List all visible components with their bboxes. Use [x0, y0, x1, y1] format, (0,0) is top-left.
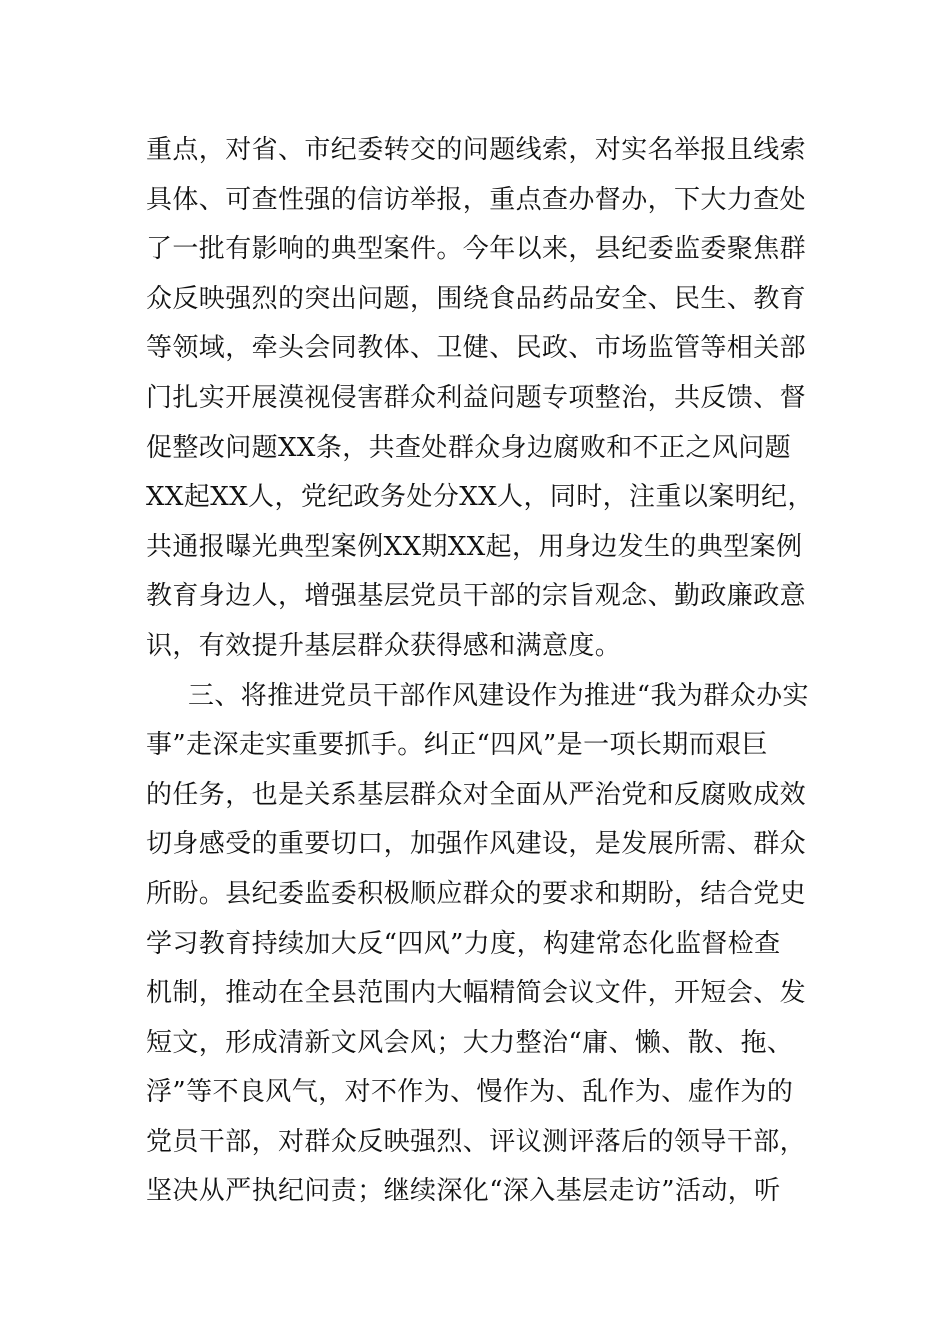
text-line: 机制，推动在全县范围内大幅精简会议文件，开短会、发: [146, 978, 807, 1009]
text-line: 所盼。县纪委监委积极顺应群众的要求和期盼，结合党史: [146, 878, 807, 909]
text-line: 众反映强烈的突出问题，围绕食品药品安全、民生、教育: [146, 283, 807, 314]
text-line: 共通报曝光典型案例XX期XX起，用身边发生的典型案例: [146, 531, 803, 562]
text-line: 学习教育持续加大反“四风”力度，构建常态化监督检查: [146, 928, 781, 959]
body-text: [146, 126, 846, 1217]
text-line: 事”走深走实重要抓手。纠正“四风”是一项长期而艰巨: [146, 730, 768, 761]
text-line: 党员干部，对群众反映强烈、评议测评落后的领导干部，: [146, 1126, 807, 1157]
text-line: 识，有效提升基层群众获得感和满意度。: [146, 630, 622, 661]
text-line: 门扎实开展漠视侵害群众利益问题专项整治，共反馈、督: [146, 382, 807, 413]
text-line: 浮”等不良风气，对不作为、慢作为、乱作为、虚作为的: [146, 1077, 794, 1108]
text-line: 切身感受的重要切口，加强作风建设，是发展所需、群众: [146, 829, 807, 860]
text-line: 的任务，也是关系基层群众对全面从严治党和反腐败成效: [146, 779, 807, 810]
text-line: XX起XX人，党纪政务处分XX人，同时，注重以案明纪，: [146, 482, 814, 513]
text-line: 了一批有影响的典型案件。今年以来，县纪委监委聚焦群: [146, 234, 807, 265]
text-line: 重点，对省、市纪委转交的问题线索，对实名举报且线索: [146, 135, 807, 165]
text-line: 坚决从严执纪问责；继续深化“深入基层走访”活动，听: [146, 1176, 781, 1207]
text-line: 教育身边人，增强基层党员干部的宗旨观念、勤政廉政意: [146, 581, 807, 612]
text-line: 具体、可查性强的信访举报，重点查办督办，下大力查处: [146, 184, 807, 215]
section-three-heading-line: 三、将推进党员干部作风建设作为推进“我为群众办实: [188, 680, 809, 711]
text-line: 促整改问题XX条，共查处群众身边腐败和不正之风问题: [146, 432, 792, 463]
text-line: 等领域，牵头会同教体、卫健、民政、市场监管等相关部: [146, 333, 807, 364]
text-line: 短文，形成清新文风会风；大力整治“庸、懒、散、拖、: [146, 1027, 794, 1058]
